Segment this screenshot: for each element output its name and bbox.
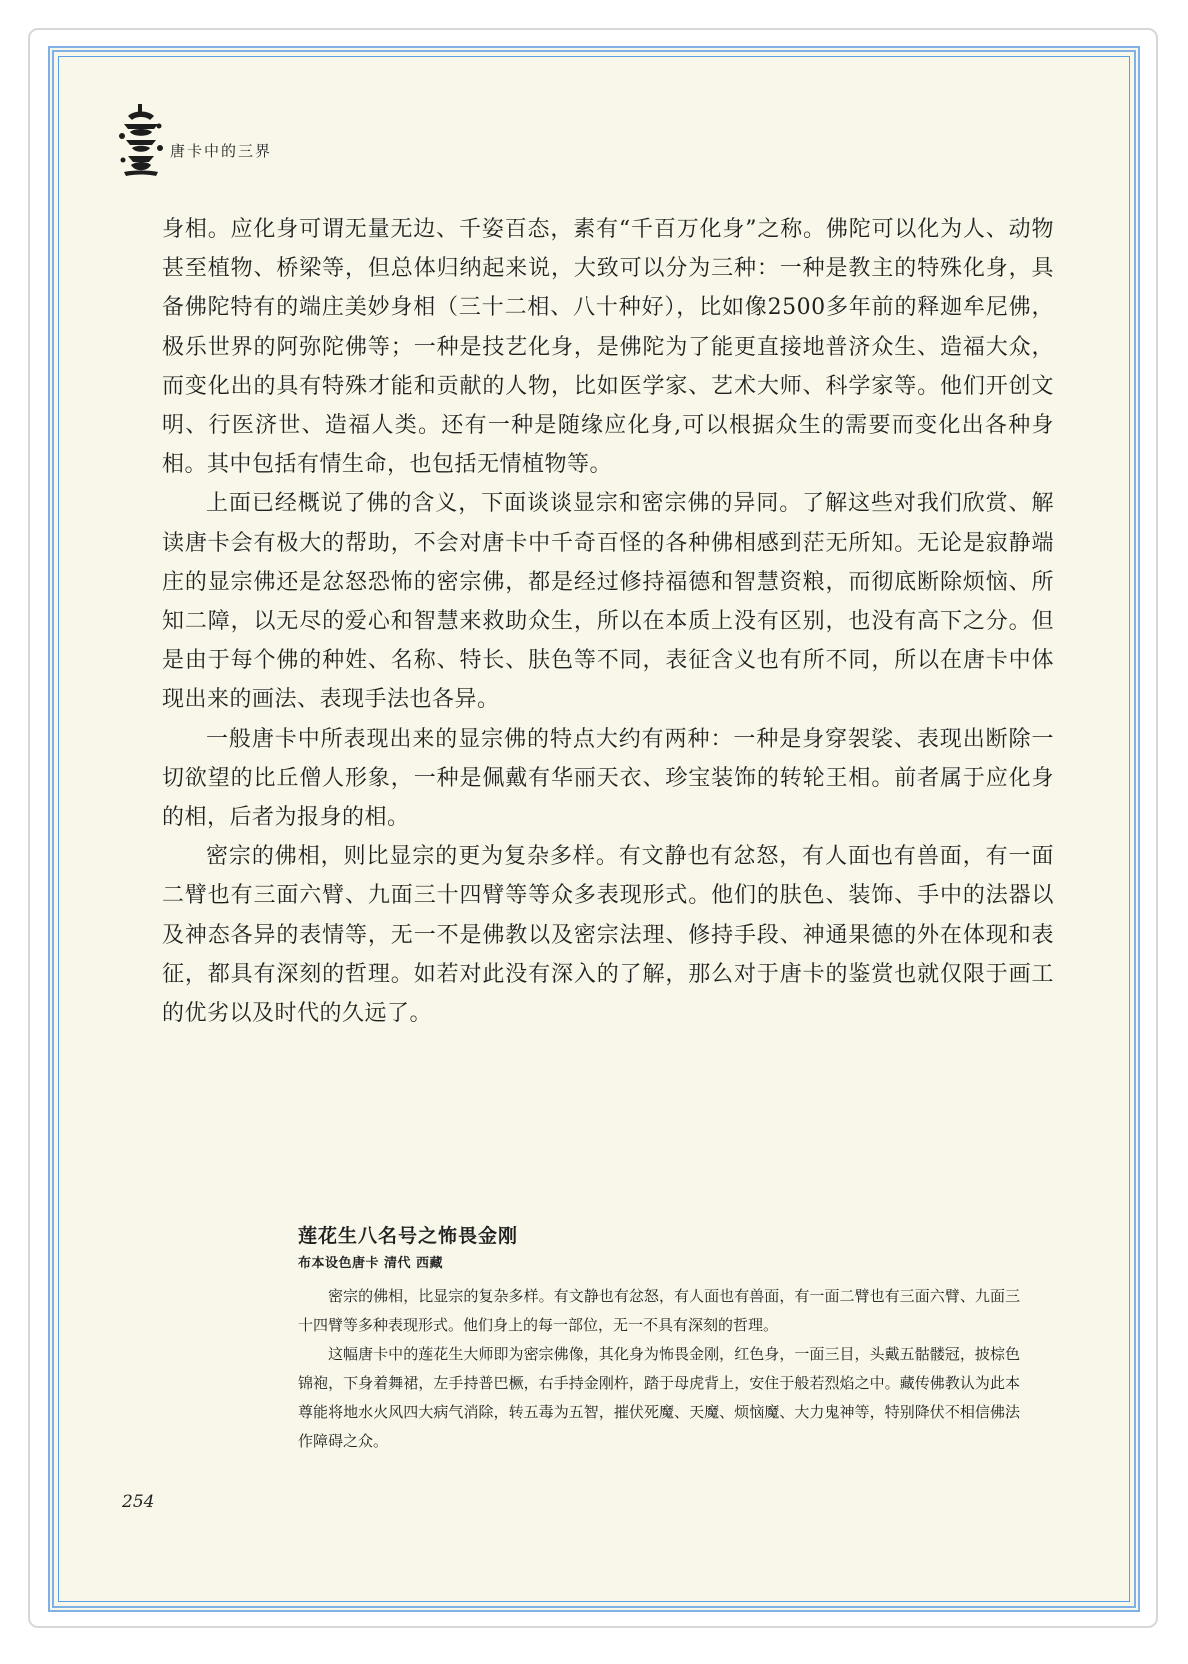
caption-paragraph: 密宗的佛相，比显宗的复杂多样。有文静也有忿怒，有人面也有兽面，有一面二臂也有三面六臂、九面三十四臂等多种表现形式。他们身上的每一部位，无一不具有深刻的哲理。 <box>298 1287 1020 1334</box>
ornamental-vajra-icon <box>118 102 166 180</box>
caption-paragraph: 这幅唐卡中的莲花生大师即为密宗佛像，其化身为怖畏金刚，红色身，一面三目，头戴五骷髅冠，披棕色锦袍，下身着舞裙，左手持普巴橛，右手持金刚杵，踏于母虎背上，安住于般若烈焰之中。藏传佛教认为此本尊能将地水火风四大病气消除，转五毒为五智，摧伏死魔、天魔、烦恼魔、大力鬼神等，特别降伏不相信佛法作障碍之众。 <box>298 1345 1020 1450</box>
caption-subtitle: 布本设色唐卡 清代 西藏 <box>298 1256 444 1271</box>
caption-title: 莲花生八名号之怖畏金刚 <box>298 1225 519 1247</box>
figure-caption <box>298 1222 1020 1456</box>
body-paragraph: 上面已经概说了佛的含义，下面谈谈显宗和密宗佛的异同。了解这些对我们欣赏、解读唐卡会有极大的帮助，不会对唐卡中千奇百怪的各种佛相感到茫无所知。无论是寂静端庄的显宗佛还是忿怒恐怖的密宗佛，都是经过修持福德和智慧资粮，而彻底断除烦恼、所知二障，以无尽的爱心和智慧来救助众生，所以在本质上没有区别，也没有高下之分。但是由于每个佛的种姓、名称、特长、肤色等不同，表征含义也有所不同，所以在唐卡中体现出来的画法、表现手法也各异。 <box>162 491 1054 713</box>
main-body-text <box>162 210 1054 1033</box>
caption-body <box>298 1282 1020 1456</box>
running-header <box>118 102 418 182</box>
body-paragraph: 密宗的佛相，则比显宗的更为复杂多样。有文静也有忿怒，有人面也有兽面，有一面二臂也有三面六臂、九面三十四臂等等众多表现形式。他们的肤色、装饰、手中的法器以及神态各异的表情等，无一不是佛教以及密宗法理、修持手段、神通果德的外在体现和表征，都具有深刻的哲理。如若对此没有深入的了解，那么对于唐卡的鉴赏也就仅限于画工的优劣以及时代的久远了。 <box>162 844 1054 1027</box>
body-paragraph: 身相。应化身可谓无量无边、千姿百态，素有“千百万化身”之称。佛陀可以化为人、动物甚至植物、桥梁等，但总体归纳起来说，大致可以分为三种：一种是教主的特殊化身，具备佛陀特有的端庄美妙身相（三十二相、八十种好），比如像2500多年前的释迦牟尼佛，极乐世界的阿弥陀佛等；一种是技艺化身，是佛陀为了能更直接地普济众生、造福大众，而变化出的具有特殊才能和贡献的人物，比如医学家、艺术大师、科学家等。他们开创文明、行医济世、造福人类。还有一种是随缘应化身,可以根据众生的需要而变化出各种身相。其中包括有情生命，也包括无情植物等。 <box>162 217 1054 478</box>
body-paragraph: 一般唐卡中所表现出来的显宗佛的特点大约有两种：一种是身穿袈裟、表现出断除一切欲望的比丘僧人形象，一种是佩戴有华丽天衣、珍宝装饰的转轮王相。前者属于应化身的相，后者为报身的相。 <box>162 726 1054 831</box>
page-number: 254 <box>122 1492 155 1512</box>
running-header-title: 唐卡中的三界 <box>170 142 273 160</box>
